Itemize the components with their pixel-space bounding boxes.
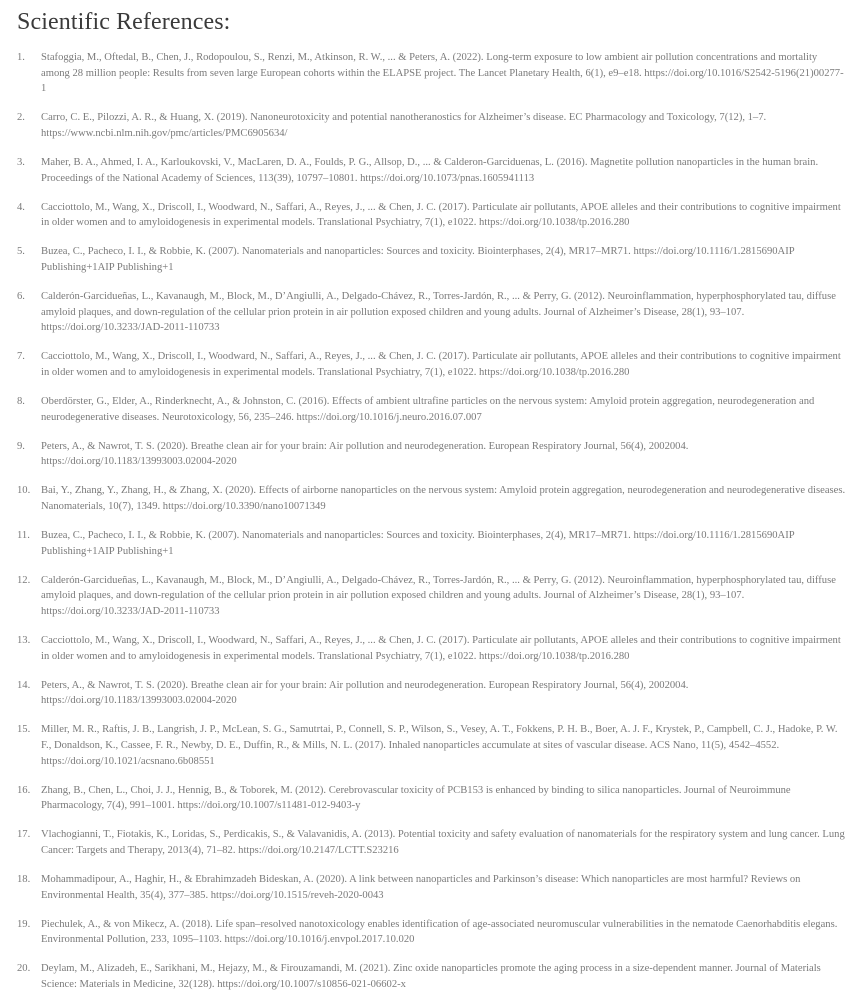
reference-item [17, 110, 846, 141]
reference-text: Deylam, M., Alizadeh, E., Sarikhani, M., Hejazy, M., & Firouzamandi, M. (2021). Zinc oxide nanoparticles promote the aging process in a size-dependent manner. Journal of Materials Science: Materials in Medicine, 32(128). https://doi.org/10.1007/s10856-021-06602-x [41, 963, 821, 991]
reference-item [17, 155, 846, 186]
reference-item [17, 961, 846, 992]
reference-text: Cacciottolo, M., Wang, X., Driscoll, I., Woodward, N., Saffari, A., Reyes, J., ... & Chen, J. C. (2017). Particulate air pollutants, APOE alleles and their contributions to cognitive impairment in older women and to amyloidogenesis in experimental models. Translational Psychiatry, 7(1), e1022. https://doi.org/10.1038/tp.2016.280 [41, 351, 841, 378]
reference-text: Piechulek, A., & von Mikecz, A. (2018). Life span–resolved nanotoxicology enables identification of age-associated neuromuscular vulnerabilities in the nematode Caenorhabditis elegans. Environmental Pollution, 233, 1095–1103. https://doi.org/10.1016/j.envpol.2017.10.020 [41, 918, 838, 946]
reference-item [17, 573, 846, 620]
reference-item [17, 349, 846, 380]
reference-number: 19. [17, 918, 31, 930]
reference-item [17, 872, 846, 903]
reference-text: Cacciottolo, M., Wang, X., Driscoll, I., Woodward, N., Saffari, A., Reyes, J., ... & Chen, J. C. (2017). Particulate air pollutants, APOE alleles and their contributions to cognitive impairment in older women and to amyloidogenesis in experimental models. Translational Psychiatry, 7(1), e1022. https://doi.org/10.1038/tp.2016.280 [41, 201, 841, 229]
reference-item [17, 50, 846, 97]
reference-number: 11. [17, 530, 30, 542]
reference-text: Miller, M. R., Raftis, J. B., Langrish, J. P., McLean, S. G., Samutrtai, P., Connell, S. P., Wilson, S., Vesey, A. T., Fokkens, P. H. B., Boer, A. J. F., Krystek, P., Campbell, C. J., Hadoke, P. W. F., Donaldson, K., Cassee, F. R., Newby, D. E., Duffin, R., & Mills, N. L. (2017). Inhaled nanoparticles accumulate at sites of vascular disease. ACS Nano, 11(5), 4542–4552. https://doi.org/10.1021/acsnano.6b08551 [41, 724, 838, 767]
reference-item [17, 394, 846, 425]
reference-text: Cacciottolo, M., Wang, X., Driscoll, I., Woodward, N., Saffari, A., Reyes, J., ... & Chen, J. C. (2017). Particulate air pollutants, APOE alleles and their contributions to cognitive impairment in older women and to amyloidogenesis in experimental models. Translational Psychiatry, 7(1), e1022. https://doi.org/10.1038/tp.2016.280 [41, 635, 841, 662]
reference-number: 20. [17, 963, 31, 975]
reference-number: 1. [17, 52, 25, 63]
reference-text: Carro, C. E., Pilozzi, A. R., & Huang, X. (2019). Nanoneurotoxicity and potential nanotheranostics for Alzheimer’s disease. EC Pharmacology and Toxicology, 7(12), 1–7. https://www.ncbi.nlm.nih.gov/pmc/articles/PMC6905634/ [41, 112, 767, 139]
reference-item [17, 783, 846, 814]
reference-item [17, 244, 846, 275]
reference-number: 2. [17, 112, 25, 124]
reference-item [17, 722, 846, 769]
reference-number: 5. [17, 246, 25, 258]
reference-number: 7. [17, 351, 25, 363]
reference-text: Calderón-Garcidueñas, L., Kavanaugh, M., Block, M., D’Angiulli, A., Delgado-Chávez, R., Torres-Jardón, R., ... & Perry, G. (2012). Neuroinflammation, hyperphosphorylated tau, diffuse amyloid plaques, and down-regulation of the cellular prion protein in air pollution exposed children and young adults. Journal of Alzheimer’s Disease, 28(1), 93–107. https://doi.org/10.3233/JAD-2011-110733 [41, 291, 836, 334]
reference-item [17, 200, 846, 231]
reference-list [17, 50, 846, 993]
reference-item [17, 439, 846, 470]
reference-item [17, 483, 846, 514]
reference-item [17, 528, 846, 559]
reference-item [17, 289, 846, 336]
reference-number: 13. [17, 635, 31, 647]
reference-item [17, 917, 846, 948]
reference-number: 3. [17, 156, 25, 168]
reference-text: Vlachogianni, T., Fiotakis, K., Loridas, S., Perdicakis, S., & Valavanidis, A. (2013). Potential toxicity and safety evaluation of nanomaterials for the respiratory system and lung cancer. Lung Cancer: Targets and Therapy, 2013(4), 71–82. https://doi.org/10.2147/LCTT.S23216 [41, 829, 845, 856]
reference-item [17, 827, 846, 858]
reference-text: Peters, A., & Nawrot, T. S. (2020). Breathe clean air for your brain: Air pollution and neurodegeneration. European Respiratory Journal, 56(4), 2002004. https://doi.org/10.1183/13993003.02004-2020 [41, 440, 689, 468]
page-title: Scientific References: [17, 9, 231, 35]
reference-text: Calderón-Garcidueñas, L., Kavanaugh, M., Block, M., D’Angiulli, A., Delgado-Chávez, R., Torres-Jardón, R., ... & Perry, G. (2012). Neuroinflammation, hyperphosphorylated tau, diffuse amyloid plaques, and down-regulation of the cellular prion protein in air pollution exposed children and young adults. Journal of Alzheimer’s Disease, 28(1), 93–107. https://doi.org/10.3233/JAD-2011-110733 [41, 574, 836, 617]
reference-number: 9. [17, 440, 25, 452]
reference-text: Zhang, B., Chen, L., Choi, J. J., Hennig, B., & Toborek, M. (2012). Cerebrovascular toxicity of PCB153 is enhanced by binding to silica nanoparticles. Journal of Neuroimmune Pharmacology, 7(4), 991–1001. https://doi.org/10.1007/s11481-012-9403-y [41, 784, 791, 812]
reference-text: Mohammadipour, A., Haghir, H., & Ebrahimzadeh Bideskan, A. (2020). A link between nanoparticles and Parkinson’s disease: Which nanoparticles are most harmful? Reviews on Environmental Health, 35(4), 377–385. https://doi.org/10.1515/reveh-2020-0043 [41, 874, 801, 901]
reference-text: Buzea, C., Pacheco, I. I., & Robbie, K. (2007). Nanomaterials and nanoparticles: Sources and toxicity. Biointerphases, 2(4), MR17–MR71. https://doi.org/10.1116/1.2815690AIP Publishing+1AIP Publishing+1 [41, 246, 795, 273]
reference-text: Buzea, C., Pacheco, I. I., & Robbie, K. (2007). Nanomaterials and nanoparticles: Sources and toxicity. Biointerphases, 2(4), MR17–MR71. https://doi.org/10.1116/1.2815690AIP Publishing+1AIP Publishing+1 [41, 530, 795, 557]
reference-text: Oberdörster, G., Elder, A., Rinderknecht, A., & Johnston, C. (2016). Effects of ambient ultrafine particles on the nervous system: Amyloid protein aggregation, neurodegeneration and neurodegenerative diseases. Neurotoxicology, 56, 235–246. https://doi.org/10.1016/j.neuro.2016.07.007 [41, 396, 815, 423]
reference-text: Stafoggia, M., Oftedal, B., Chen, J., Rodopoulou, S., Renzi, M., Atkinson, R. W., ... & Peters, A. (2022). Long-term exposure to low ambient air pollution concentrations and mortality among 28 million people: Results from seven large European cohorts within the ELAPSE project. The Lancet Planetary Health, 6(1), e9–e18. https://doi.org/10.1016/S2542-5196(21)00277-1 [41, 52, 844, 95]
reference-item [17, 633, 846, 664]
reference-number: 17. [17, 829, 31, 841]
reference-text: Peters, A., & Nawrot, T. S. (2020). Breathe clean air for your brain: Air pollution and neurodegeneration. European Respiratory Journal, 56(4), 2002004. https://doi.org/10.1183/13993003.02004-2020 [41, 679, 689, 707]
reference-number: 6. [17, 291, 25, 303]
reference-number: 15. [17, 724, 31, 736]
reference-number: 12. [17, 574, 31, 586]
reference-text: Maher, B. A., Ahmed, I. A., Karloukovski, V., MacLaren, D. A., Foulds, P. G., Allsop, D., ... & Calderon-Garciduenas, L. (2016). Magnetite pollution nanoparticles in the human brain. Proceedings of the National Academy of Sciences, 113(39), 10797–10801. https://doi.org/10.1073/pnas.1605941113 [41, 156, 819, 184]
reference-number: 16. [17, 784, 31, 796]
reference-item [17, 678, 846, 709]
reference-number: 4. [17, 201, 25, 213]
reference-number: 14. [17, 679, 31, 691]
reference-number: 10. [17, 485, 31, 497]
reference-number: 8. [17, 396, 25, 407]
reference-text: Bai, Y., Zhang, Y., Zhang, H., & Zhang, X. (2020). Effects of airborne nanoparticles on the nervous system: Amyloid protein aggregation, neurodegeneration and neurodegenerative diseases. Nanomaterials, 10(7), 1349. https://doi.org/10.3390/nano10071349 [41, 485, 846, 512]
reference-number: 18. [17, 874, 31, 886]
